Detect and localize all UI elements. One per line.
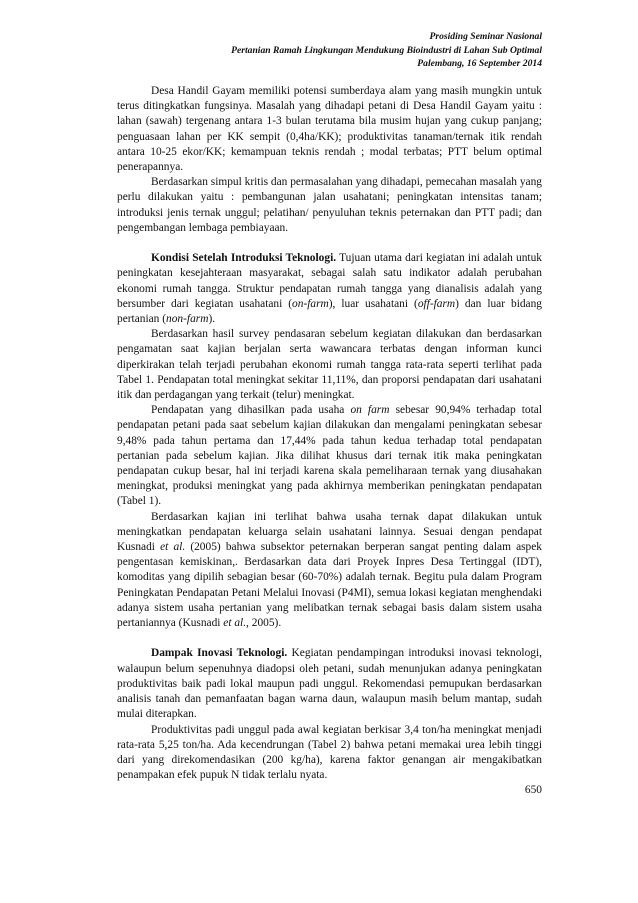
citation-et-al: et al. xyxy=(160,541,186,554)
term-on-farm: on-farm xyxy=(292,297,329,310)
term-on-farm-2: on farm xyxy=(350,404,390,417)
paragraph-6-text-c: 2005). xyxy=(248,617,282,630)
paragraph-4: Berdasarkan hasil survey pendasaran sebelum kegiatan dilakukan dan berdasarkan pengamatan saat kajian berjalan serta wawancara terbatas dengan informan kunci diperkirakan telah terjadi perubahan ekonomi rumah tangga rata-rata seperti terlihat pada Tabel 1. Pendapatan total meningkat sekitar 11,11%, dan proporsi pendapatan dari usahatani itik dan perdagangan yang terkait (telur) meningkat. xyxy=(117,328,542,402)
page-number: 650 xyxy=(524,784,542,796)
header-proceedings-title: Prosiding Seminar Nasional xyxy=(429,31,542,42)
paragraph-1: Desa Handil Gayam memiliki potensi sumberdaya alam yang masih mungkin untuk terus ditingkatkan fungsinya. Masalah yang dihadapi petani di Desa Handil Gayam yaitu : lahan (sawah) tergenang antara 1-3 bulan terutama bila musim hujan yang cukup panjang; penguasaan lahan per KK sempit (0,4ha/KK); produktivitas tanaman/ternak itik rendah antara 10-25 ekor/KK; kemampuan teknis rendah ; modal terbatas; PTT belum optimal penerapannya. xyxy=(117,85,542,174)
header-place-date: Palembang, 16 September 2014 xyxy=(417,58,542,70)
paragraph-5-text-b: sebesar 90,94% terhadap total pendapatan petani pada saat sebelum kajian dilakukan dan mengalami peningkatan sebesar 9,48% pada tahun pertama dan 17,44% pada tahun kedua terhadap total pendapatan pertanian pada sebelum kajian. Jika dilihat khusus dari ternak itik maka peningkatan pendapatan cukup besar, hal ini terjadi karena skala pemeliharaan ternak yang diusahakan meningkat, produksi meningkat yang pada akhirnya memberikan peningkatan pendapatan (Tabel 1). xyxy=(117,404,542,508)
paragraph-6-text-b: (2005) bahwa subsektor peternakan berperan sangat penting dalam aspek pengentasan kemiskinan,. Berdasarkan data dari Proyek Inpres Desa Tertinggal (IDT), komoditas yang dipilih sebagian besar (60-70%) adalah ternak. Begitu pula dalam Program Peningkatan Pendapatan Petani Melalui Inovasi (P4MI), semua lokasi kegiatan menghendaki adanya sistem usaha pertanian yang melibatkan ternak sebagai basis dalam sistem usaha pertaniannya (Kusnadi xyxy=(117,541,543,630)
paragraph-6-text-a: Berdasarkan kajian ini terlihat bahwa usaha ternak dapat dilakukan untuk meningkatkan pendapatan keluarga selain usahatani lainnya. Sesuai dengan pendapat Kusnadi xyxy=(117,510,542,554)
paragraph-3 xyxy=(117,251,542,327)
term-non-farm: non-farm xyxy=(166,313,209,326)
paragraph-3-text-c: ) dan luar bidang pertanian ( xyxy=(117,297,543,326)
running-header xyxy=(231,30,542,71)
paragraph-5 xyxy=(117,403,542,509)
paragraph-8: Produktivitas padi unggul pada awal kegiatan berkisar 3,4 ton/ha meningkat menjadi rata-rata 5,25 ton/ha. Ada kecendrungan (Tabel 2) bahwa petani memakai urea lebih tinggi dari yang direkomendasikan (200 kg/ha), karena faktor genangan air mengakibatkan penampakan efek pupuk N tidak terlalu nyata. xyxy=(117,723,542,782)
paragraph-3-text-b: ), luar usahatani ( xyxy=(328,297,418,310)
paragraph-7 xyxy=(117,646,542,722)
citation-et-al-2: et al., xyxy=(223,617,249,630)
paragraph-5-text-a: Pendapatan yang dihasilkan pada usaha xyxy=(151,404,351,417)
paragraph-3-text-a: Tujuan utama dari kegiatan ini adalah untuk peningkatan kesejahteraan masyarakat, sebagai salah satu indikator adalah perubahan ekonomi rumah tangga. Struktur pendapatan rumah tangga yang dianalisis adalah yang bersumber dari kegiatan usahatani ( xyxy=(117,252,542,310)
body-text xyxy=(117,84,542,783)
paragraph-3-text-d: ). xyxy=(208,313,216,326)
paragraph-6 xyxy=(117,510,542,632)
header-seminar-theme: Pertanian Ramah Lingkungan Mendukung Bioindustri di Lahan Sub Optimal xyxy=(231,44,542,56)
section-heading-dampak: Dampak Inovasi Teknologi. xyxy=(151,647,288,660)
paragraph-7-text: Kegiatan pendampingan introduksi inovasi teknologi, walaupun belum sepenuhnya diadopsi oleh petani, sudah menunjukan adanya peningkatan produktivitas baik padi lokal maupun padi unggul. Rekomendasi pemupukan berdasarkan analisis tanah dan pemanfaatan bagan warna daun, walaupun masih belum mantap, sudah mulai diterapkan. xyxy=(117,647,542,721)
section-heading-kondisi: Kondisi Setelah Introduksi Teknologi. xyxy=(151,252,337,265)
paragraph-2: Berdasarkan simpul kritis dan permasalahan yang dihadapi, pemecahan masalah yang perlu dilakukan yaitu : pembangunan jalan usahatani; peningkatan intensitas tanam; introduksi jenis ternak unggul; pelatihan/ penyuluhan teknis peternakan dan PTT padi; dan pengembangan lembaga pembiayaan. xyxy=(117,176,542,234)
term-off-farm: off-farm xyxy=(417,297,456,310)
